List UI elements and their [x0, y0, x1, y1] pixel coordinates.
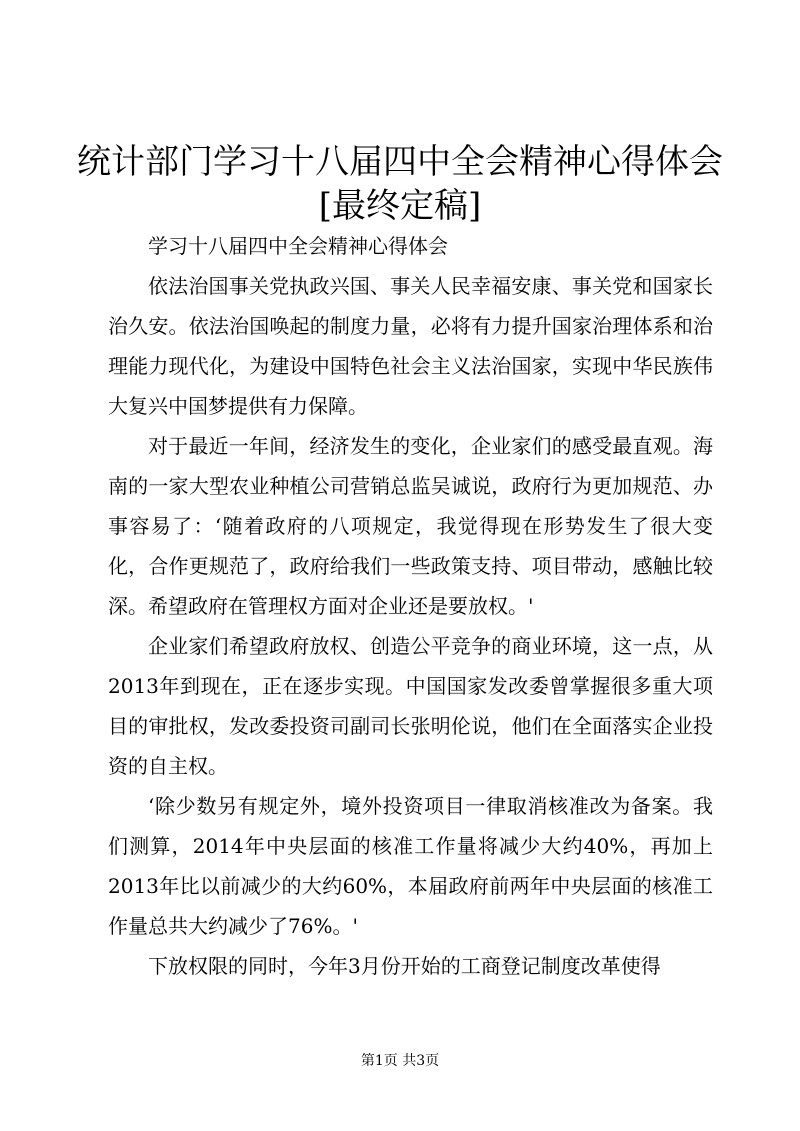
paragraph: 依法治国事关党执政兴国、事关人民幸福安康、事关党和国家长治久安。依法治国唤起的制度力量，必将有力提升国家治理体系和治理能力现代化，为建设中国特色社会主义法治国家，实现中华民族伟大复兴中国梦提供有力保障。 [108, 274, 713, 418]
paragraph: 对于最近一年间，经济发生的变化，企业家们的感受最直观。海南的一家大型农业种植公司营销总监吴诚说，政府行为更加规范、办事容易了：‘随着政府的八项规定，我觉得现在形势发生了很大变化，合作更规范了，政府给我们一些政策支持、项目带动，感触比较深。希望政府在管理权方面对企业还是要放权。' [108, 434, 713, 618]
paragraph: 企业家们希望政府放权、创造公平竞争的商业环境，这一点，从2013年到现在，正在逐步实现。中国国家发改委曾掌握很多重大项目的审批权，发改委投资司副司长张明伦说，他们在全面落实企业投资的自主权。 [108, 634, 713, 778]
document-title-suffix: [最终定稿] [318, 186, 482, 226]
document-body [108, 226, 713, 986]
paragraph: ‘除少数另有规定外，境外投资项目一律取消核准改为备案。我们测算，2014年中央层面的核准工作量将减少大约40%，再加上2013年比以前减少的大约60%，本届政府前两年中央层面的核准工作量总共大约减少了76%。' [108, 794, 713, 938]
page-footer: 第1页 共3页 [360, 1053, 440, 1069]
paragraph-subtitle: 学习十八届四中全会精神心得体会 [148, 234, 448, 258]
document-title: 统计部门学习十八届四中全会精神心得体会 [77, 142, 723, 182]
paragraph: 下放权限的同时，今年3月份开始的工商登记制度改革使得 [148, 954, 661, 978]
